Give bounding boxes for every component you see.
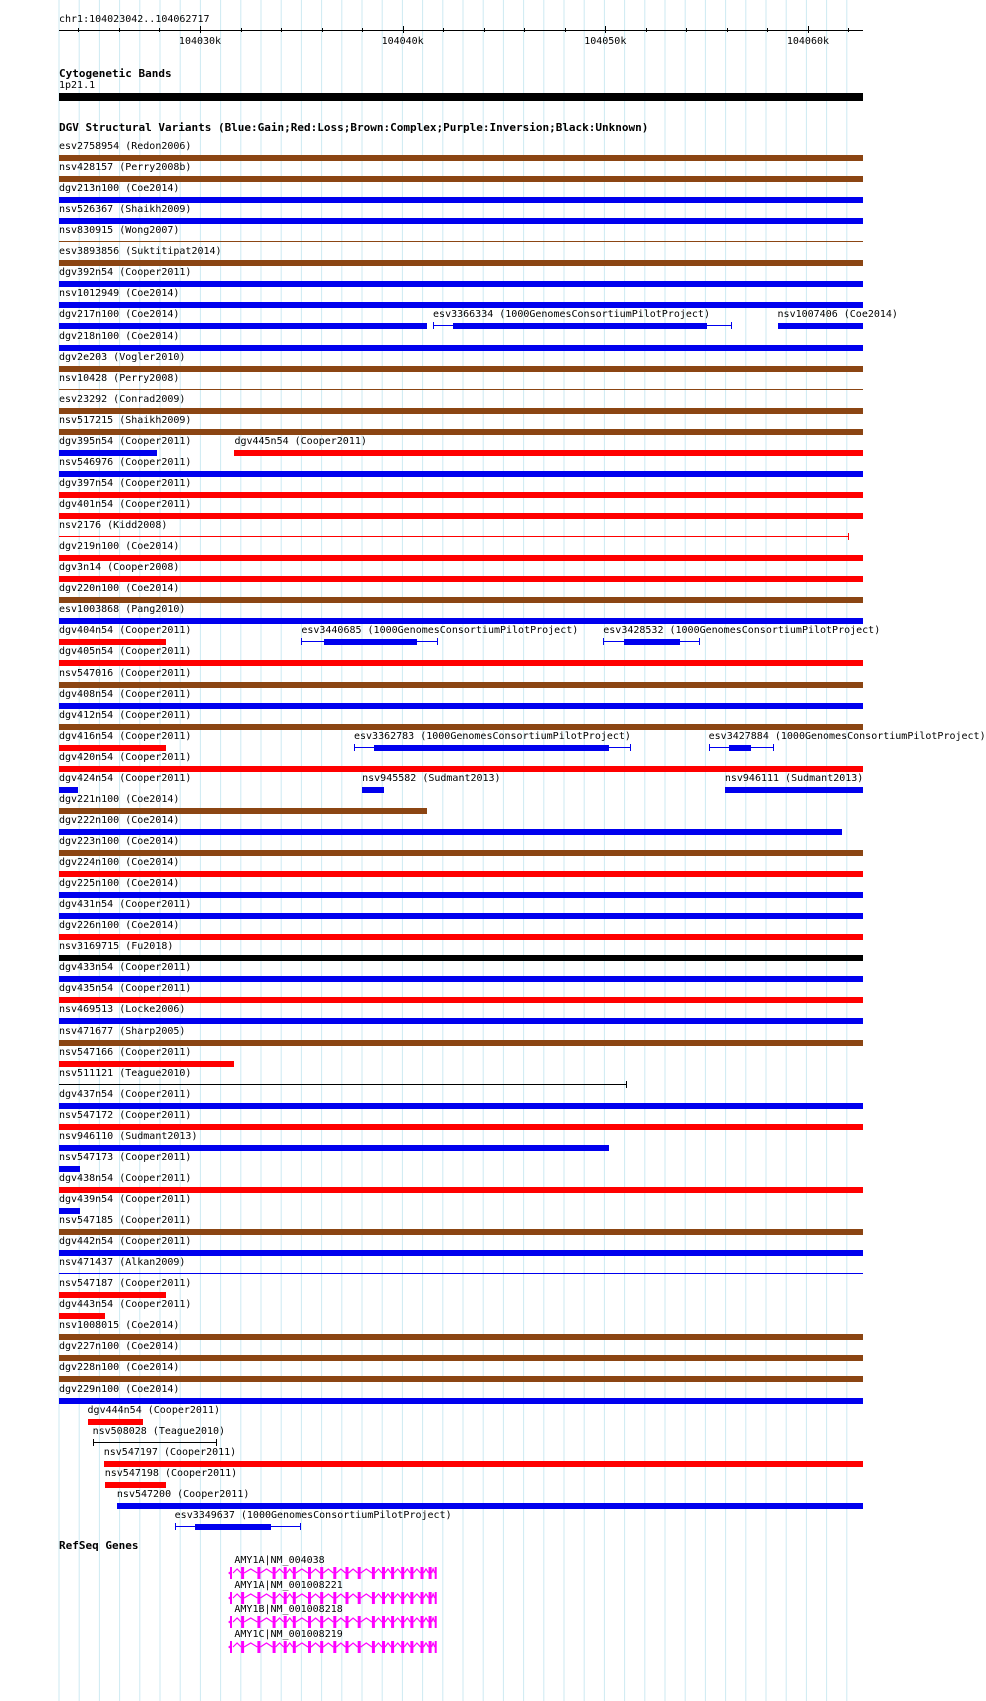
variant-label[interactable]: esv3893856 (Suktitipat2014) [59, 246, 222, 258]
variant-label[interactable]: nsv471677 (Sharp2005) [59, 1025, 186, 1037]
gene-exon [421, 1567, 424, 1579]
variant-end-tick [216, 1439, 217, 1446]
variant-bar[interactable] [59, 1187, 863, 1193]
variant-bar[interactable] [59, 976, 863, 982]
variant-bar[interactable] [59, 618, 863, 624]
gene-model[interactable] [227, 1591, 442, 1605]
gene-exon [334, 1592, 337, 1604]
variant-bar[interactable] [59, 408, 863, 414]
variant-bar[interactable] [59, 808, 427, 814]
gene-exon [429, 1592, 432, 1604]
variant-label[interactable]: nsv10428 (Perry2008) [59, 372, 180, 384]
variant-bar[interactable] [59, 1292, 166, 1298]
variant-label[interactable]: nsv946111 (Sudmant2013) [724, 772, 864, 784]
variant-bar[interactable] [59, 1376, 863, 1382]
variant-bar[interactable] [59, 1103, 863, 1109]
gene-exon [391, 1567, 394, 1579]
variant-bar[interactable] [59, 197, 863, 203]
gene-exon [308, 1592, 311, 1604]
variant-bar[interactable] [59, 1229, 863, 1235]
gene-exon [284, 1616, 287, 1628]
variant-bar[interactable] [59, 597, 863, 603]
gene-exon [230, 1592, 232, 1604]
variant-label[interactable]: esv3427884 (1000GenomesConsortiumPilotProject) [708, 730, 986, 742]
variant-label[interactable]: esv3366334 (1000GenomesConsortiumPilotProject) [433, 309, 710, 321]
gene-exon [429, 1567, 432, 1579]
gene-exon [402, 1592, 405, 1604]
variant-label[interactable]: dgv220n100 (Coe2014) [59, 583, 180, 595]
gene-exon [321, 1641, 324, 1653]
variant-bar[interactable] [59, 1273, 863, 1274]
variant-bar[interactable] [374, 745, 609, 751]
variant-label[interactable]: nsv511121 (Teague2010) [59, 1067, 192, 1079]
variant-label[interactable]: nsv547187 (Cooper2011) [59, 1278, 192, 1290]
variant-bar[interactable] [59, 389, 863, 390]
variant-bar[interactable] [59, 429, 863, 435]
gene-exon [284, 1567, 287, 1579]
variant-bar[interactable] [105, 1482, 166, 1488]
variant-end-tick [699, 638, 700, 645]
gene-exon [308, 1641, 311, 1653]
variant-end-tick [93, 1439, 94, 1446]
variant-label[interactable]: dgv431n54 (Cooper2011) [59, 899, 192, 911]
variant-label[interactable]: nsv469513 (Locke2006) [59, 1004, 186, 1016]
gene-exon [382, 1641, 385, 1653]
variant-bar[interactable] [624, 639, 681, 645]
variant-bar[interactable] [59, 997, 863, 1003]
variant-label[interactable]: nsv526367 (Shaikh2009) [59, 204, 192, 216]
variant-label[interactable]: dgv412n54 (Cooper2011) [59, 709, 192, 721]
region-label: chr1:104023042..104062717 [59, 14, 210, 25]
gene-exon [372, 1641, 375, 1653]
variant-label[interactable]: dgv438n54 (Cooper2011) [59, 1172, 192, 1184]
gene-exon [411, 1616, 414, 1628]
variant-bar[interactable] [59, 323, 427, 329]
variant-label[interactable]: dgv3n14 (Cooper2008) [59, 562, 180, 574]
variant-label[interactable]: nsv1012949 (Coe2014) [59, 288, 180, 300]
gene-exon [391, 1592, 394, 1604]
gene-exon [258, 1567, 261, 1579]
gene-exon [241, 1567, 244, 1579]
gene-label[interactable]: AMY1A|NM_004038 [234, 1555, 325, 1566]
variant-bar[interactable] [59, 155, 863, 161]
variant-label[interactable]: esv23292 (Conrad2009) [59, 393, 186, 405]
gene-exon [308, 1616, 311, 1628]
variant-end-tick [630, 744, 631, 751]
variant-bar[interactable] [59, 934, 863, 940]
variant-bar[interactable] [59, 913, 863, 919]
variant-bar[interactable] [59, 724, 863, 730]
gene-exon [230, 1567, 232, 1579]
gene-exon [258, 1592, 261, 1604]
variant-bar[interactable] [59, 345, 863, 351]
gene-exon [230, 1616, 232, 1628]
gene-exon [435, 1616, 437, 1628]
variant-label[interactable]: dgv219n100 (Coe2014) [59, 541, 180, 553]
variant-bar[interactable] [59, 703, 863, 709]
variant-label[interactable]: dgv433n54 (Cooper2011) [59, 962, 192, 974]
variant-label[interactable]: dgv225n100 (Coe2014) [59, 878, 180, 890]
variant-bar[interactable] [59, 281, 863, 287]
variant-bar[interactable] [778, 323, 863, 329]
variant-bar[interactable] [59, 766, 863, 772]
ruler-tick-label: 104030k [178, 36, 222, 47]
variant-label[interactable]: nsv546976 (Cooper2011) [59, 456, 192, 468]
variant-end-tick [354, 744, 355, 751]
variant-bar[interactable] [59, 450, 157, 456]
variant-bar[interactable] [59, 218, 863, 224]
variant-end-tick [433, 322, 434, 329]
variant-bar[interactable] [59, 829, 842, 835]
gene-exon [346, 1641, 349, 1653]
variant-label[interactable]: dgv218n100 (Coe2014) [59, 330, 180, 342]
variant-bar[interactable] [59, 1313, 105, 1319]
gene-exon [346, 1567, 349, 1579]
variant-label[interactable]: esv3349637 (1000GenomesConsortiumPilotProject) [174, 1509, 452, 1521]
variant-bar[interactable] [93, 1442, 217, 1443]
variant-label[interactable]: dgv442n54 (Cooper2011) [59, 1236, 192, 1248]
variant-label[interactable]: nsv1007406 (Coe2014) [777, 309, 898, 321]
gene-exon [293, 1592, 296, 1604]
variant-bar[interactable] [59, 366, 863, 372]
variant-bar[interactable] [59, 176, 863, 182]
gene-model[interactable] [227, 1615, 442, 1629]
variant-end-tick [437, 638, 438, 645]
gene-model[interactable] [227, 1640, 442, 1654]
variant-bar[interactable] [59, 1398, 863, 1404]
gene-exon [284, 1592, 287, 1604]
variant-label[interactable]: nsv547166 (Cooper2011) [59, 1046, 192, 1058]
gene-exon [241, 1592, 244, 1604]
variant-end-tick [709, 744, 710, 751]
variant-bar[interactable] [59, 892, 863, 898]
variant-bar[interactable] [59, 471, 863, 477]
variant-bar[interactable] [59, 639, 166, 645]
gene-exon [293, 1567, 296, 1579]
variant-end-tick [731, 322, 732, 329]
gene-exon [308, 1567, 311, 1579]
variant-bar[interactable] [59, 241, 863, 242]
gene-exon [334, 1567, 337, 1579]
variant-bar[interactable] [59, 871, 863, 877]
variant-label[interactable]: dgv226n100 (Coe2014) [59, 920, 180, 932]
variant-bar[interactable] [59, 1061, 234, 1067]
gene-exon [358, 1616, 361, 1628]
variant-label[interactable]: nsv547016 (Cooper2011) [59, 667, 192, 679]
variant-label[interactable]: dgv221n100 (Coe2014) [59, 793, 180, 805]
variant-bar[interactable] [59, 660, 863, 666]
variant-label[interactable]: dgv437n54 (Cooper2011) [59, 1088, 192, 1100]
variant-bar[interactable] [324, 639, 417, 645]
variant-bar[interactable] [59, 1208, 80, 1214]
variant-label[interactable]: nsv508028 (Teague2010) [92, 1425, 226, 1437]
cytoband-label: 1p21.1 [59, 80, 96, 91]
variant-bar[interactable] [59, 745, 166, 751]
variant-bar[interactable] [453, 323, 706, 329]
variant-bar[interactable] [88, 1419, 144, 1425]
variant-label[interactable]: dgv439n54 (Cooper2011) [59, 1194, 192, 1205]
variant-bar[interactable] [59, 555, 863, 561]
gene-exon [258, 1616, 261, 1628]
gene-exon [334, 1641, 337, 1653]
variant-bar[interactable] [59, 1084, 626, 1085]
variant-bar[interactable] [59, 260, 863, 266]
variant-bar[interactable] [59, 955, 863, 961]
variant-label[interactable]: esv3428532 (1000GenomesConsortiumPilotProject) [603, 625, 881, 637]
gene-exon [411, 1592, 414, 1604]
variant-bar[interactable] [59, 513, 863, 519]
variant-label[interactable]: nsv547198 (Cooper2011) [104, 1467, 238, 1479]
dgv-track-title: DGV Structural Variants (Blue:Gain;Red:Loss;Brown:Complex;Purple:Inversion;Black:Unknown) [59, 121, 649, 134]
variant-label[interactable]: dgv392n54 (Cooper2011) [59, 267, 192, 279]
variant-label[interactable]: dgv424n54 (Cooper2011) [59, 772, 192, 784]
gene-exon [241, 1616, 244, 1628]
gene-exon [346, 1592, 349, 1604]
gene-exon [273, 1567, 276, 1579]
cytoband-track-title: Cytogenetic Bands [59, 67, 172, 80]
variant-bar[interactable] [59, 787, 78, 793]
gene-exon [346, 1616, 349, 1628]
variant-bar[interactable] [59, 682, 863, 688]
gene-exon [273, 1641, 276, 1653]
ruler-tick-label: 104060k [786, 36, 830, 47]
gene-exon [273, 1592, 276, 1604]
gene-exon [293, 1641, 296, 1653]
gene-exon [230, 1641, 232, 1653]
variant-label[interactable]: nsv1008015 (Coe2014) [59, 1320, 180, 1332]
variant-label[interactable]: dgv420n54 (Cooper2011) [59, 751, 192, 763]
variant-label[interactable]: dgv408n54 (Cooper2011) [59, 688, 192, 700]
variant-label[interactable]: dgv416n54 (Cooper2011) [59, 730, 192, 742]
variant-label[interactable]: nsv547173 (Cooper2011) [59, 1151, 192, 1163]
variant-label[interactable]: nsv547172 (Cooper2011) [59, 1109, 192, 1121]
variant-bar[interactable] [725, 787, 863, 793]
variant-label[interactable]: nsv2176 (Kidd2008) [59, 520, 168, 532]
gene-exon [382, 1567, 385, 1579]
variant-label[interactable]: nsv547197 (Cooper2011) [103, 1446, 237, 1458]
variant-bar[interactable] [59, 1145, 609, 1151]
variant-end-tick [175, 1523, 176, 1530]
variant-label[interactable]: dgv217n100 (Coe2014) [59, 309, 180, 321]
variant-label[interactable]: dgv223n100 (Coe2014) [59, 835, 180, 847]
gene-label[interactable]: AMY1B|NM_001008218 [234, 1604, 343, 1615]
variant-bar[interactable] [59, 1355, 863, 1361]
gene-exon [421, 1592, 424, 1604]
ruler-tick-label: 104040k [381, 36, 424, 47]
variant-label[interactable]: nsv830915 (Wong2007) [59, 225, 180, 237]
gene-exon [372, 1567, 375, 1579]
variant-label[interactable]: nsv547185 (Cooper2011) [59, 1215, 192, 1227]
gene-exon [402, 1616, 405, 1628]
variant-label[interactable]: nsv3169715 (Fu2018) [59, 941, 174, 953]
variant-bar[interactable] [104, 1461, 863, 1467]
variant-label[interactable]: dgv401n54 (Cooper2011) [59, 499, 192, 511]
variant-end-tick [848, 533, 849, 540]
variant-bar[interactable] [59, 536, 848, 537]
variant-bar[interactable] [729, 745, 751, 751]
gene-label[interactable]: AMY1C|NM_001008219 [234, 1628, 343, 1640]
variant-end-tick [603, 638, 604, 645]
variant-bar[interactable] [59, 492, 863, 498]
variant-label[interactable]: nsv471437 (Alkan2009) [59, 1257, 186, 1269]
gene-exon [382, 1592, 385, 1604]
gene-exon [321, 1592, 324, 1604]
variant-bar[interactable] [59, 1334, 863, 1340]
gene-exon [435, 1567, 437, 1579]
gene-exon [321, 1567, 324, 1579]
variant-label[interactable]: dgv228n100 (Coe2014) [59, 1362, 180, 1374]
gene-exon [372, 1616, 375, 1628]
variant-label[interactable]: esv2758954 (Redon2006) [59, 141, 192, 152]
gene-exon [321, 1616, 324, 1628]
variant-end-tick [300, 1523, 301, 1530]
gene-exon [382, 1616, 385, 1628]
gene-exon [435, 1592, 437, 1604]
gene-exon [435, 1641, 437, 1653]
variant-label[interactable]: dgv435n54 (Cooper2011) [59, 983, 192, 995]
variant-label[interactable]: dgv227n100 (Coe2014) [59, 1341, 180, 1353]
variant-label[interactable]: nsv428157 (Perry2008b) [59, 162, 192, 174]
gene-exon [372, 1592, 375, 1604]
variant-bar[interactable] [59, 1250, 863, 1256]
gene-exon [293, 1616, 296, 1628]
variant-bar[interactable] [234, 450, 863, 456]
variant-label[interactable]: dgv229n100 (Coe2014) [59, 1383, 180, 1395]
gene-exon [358, 1567, 361, 1579]
variant-bar[interactable] [59, 850, 863, 856]
gene-exon [258, 1641, 261, 1653]
gene-model[interactable] [227, 1566, 442, 1580]
gene-exon [411, 1567, 414, 1579]
variant-label[interactable]: nsv945582 (Sudmant2013) [362, 772, 501, 784]
variant-label[interactable]: dgv444n54 (Cooper2011) [87, 1404, 220, 1416]
gene-exon [411, 1641, 414, 1653]
variant-label[interactable]: dgv443n54 (Cooper2011) [59, 1299, 192, 1311]
variant-bar[interactable] [59, 1040, 863, 1046]
gene-exon [273, 1616, 276, 1628]
variant-bar[interactable] [59, 1018, 863, 1024]
gene-exon [429, 1616, 432, 1628]
variant-bar[interactable] [59, 302, 863, 308]
variant-bar[interactable] [59, 1166, 80, 1172]
refseq-track-title: RefSeq Genes [59, 1539, 139, 1552]
gene-exon [429, 1641, 432, 1653]
gene-exon [358, 1641, 361, 1653]
gene-exon [421, 1641, 424, 1653]
gene-exon [402, 1641, 405, 1653]
variant-label[interactable]: dgv213n100 (Coe2014) [59, 183, 180, 195]
variant-label[interactable]: dgv395n54 (Cooper2011) [59, 435, 192, 447]
gene-label[interactable]: AMY1A|NM_001008221 [234, 1579, 343, 1591]
gene-exon [391, 1641, 394, 1653]
variant-end-tick [626, 1081, 627, 1088]
variant-label[interactable]: esv1003868 (Pang2010) [59, 604, 186, 616]
gene-exon [391, 1616, 394, 1628]
gene-exon [421, 1616, 424, 1628]
gene-exon [334, 1616, 337, 1628]
variant-bar[interactable] [59, 1124, 863, 1130]
variant-label[interactable]: nsv946110 (Sudmant2013) [59, 1130, 198, 1142]
variant-label[interactable]: nsv547200 (Cooper2011) [116, 1488, 250, 1500]
variant-label[interactable]: nsv517215 (Shaikh2009) [59, 414, 192, 426]
gene-exon [402, 1567, 405, 1579]
variant-bar[interactable] [117, 1503, 863, 1509]
variant-bar[interactable] [195, 1524, 271, 1530]
variant-bar[interactable] [362, 787, 384, 793]
variant-label[interactable]: dgv222n100 (Coe2014) [59, 814, 180, 826]
variant-label[interactable]: esv3440685 (1000GenomesConsortiumPilotProject) [301, 625, 579, 637]
variant-label[interactable]: dgv397n54 (Cooper2011) [59, 477, 192, 489]
ruler-tick-label: 104050k [584, 36, 627, 47]
variant-bar[interactable] [59, 576, 863, 582]
variant-end-tick [773, 744, 774, 751]
variant-label[interactable]: dgv2e203 (Vogler2010) [59, 351, 186, 363]
variant-label[interactable]: dgv224n100 (Coe2014) [59, 857, 180, 869]
variant-label[interactable]: dgv404n54 (Cooper2011) [59, 625, 192, 637]
variant-label[interactable]: dgv405n54 (Cooper2011) [59, 646, 192, 658]
gene-exon [241, 1641, 244, 1653]
gene-exon [284, 1641, 287, 1653]
variant-label[interactable]: dgv445n54 (Cooper2011) [234, 435, 367, 447]
gene-exon [358, 1592, 361, 1604]
variant-label[interactable]: esv3362783 (1000GenomesConsortiumPilotProject) [354, 730, 631, 742]
variant-end-tick [301, 638, 302, 645]
